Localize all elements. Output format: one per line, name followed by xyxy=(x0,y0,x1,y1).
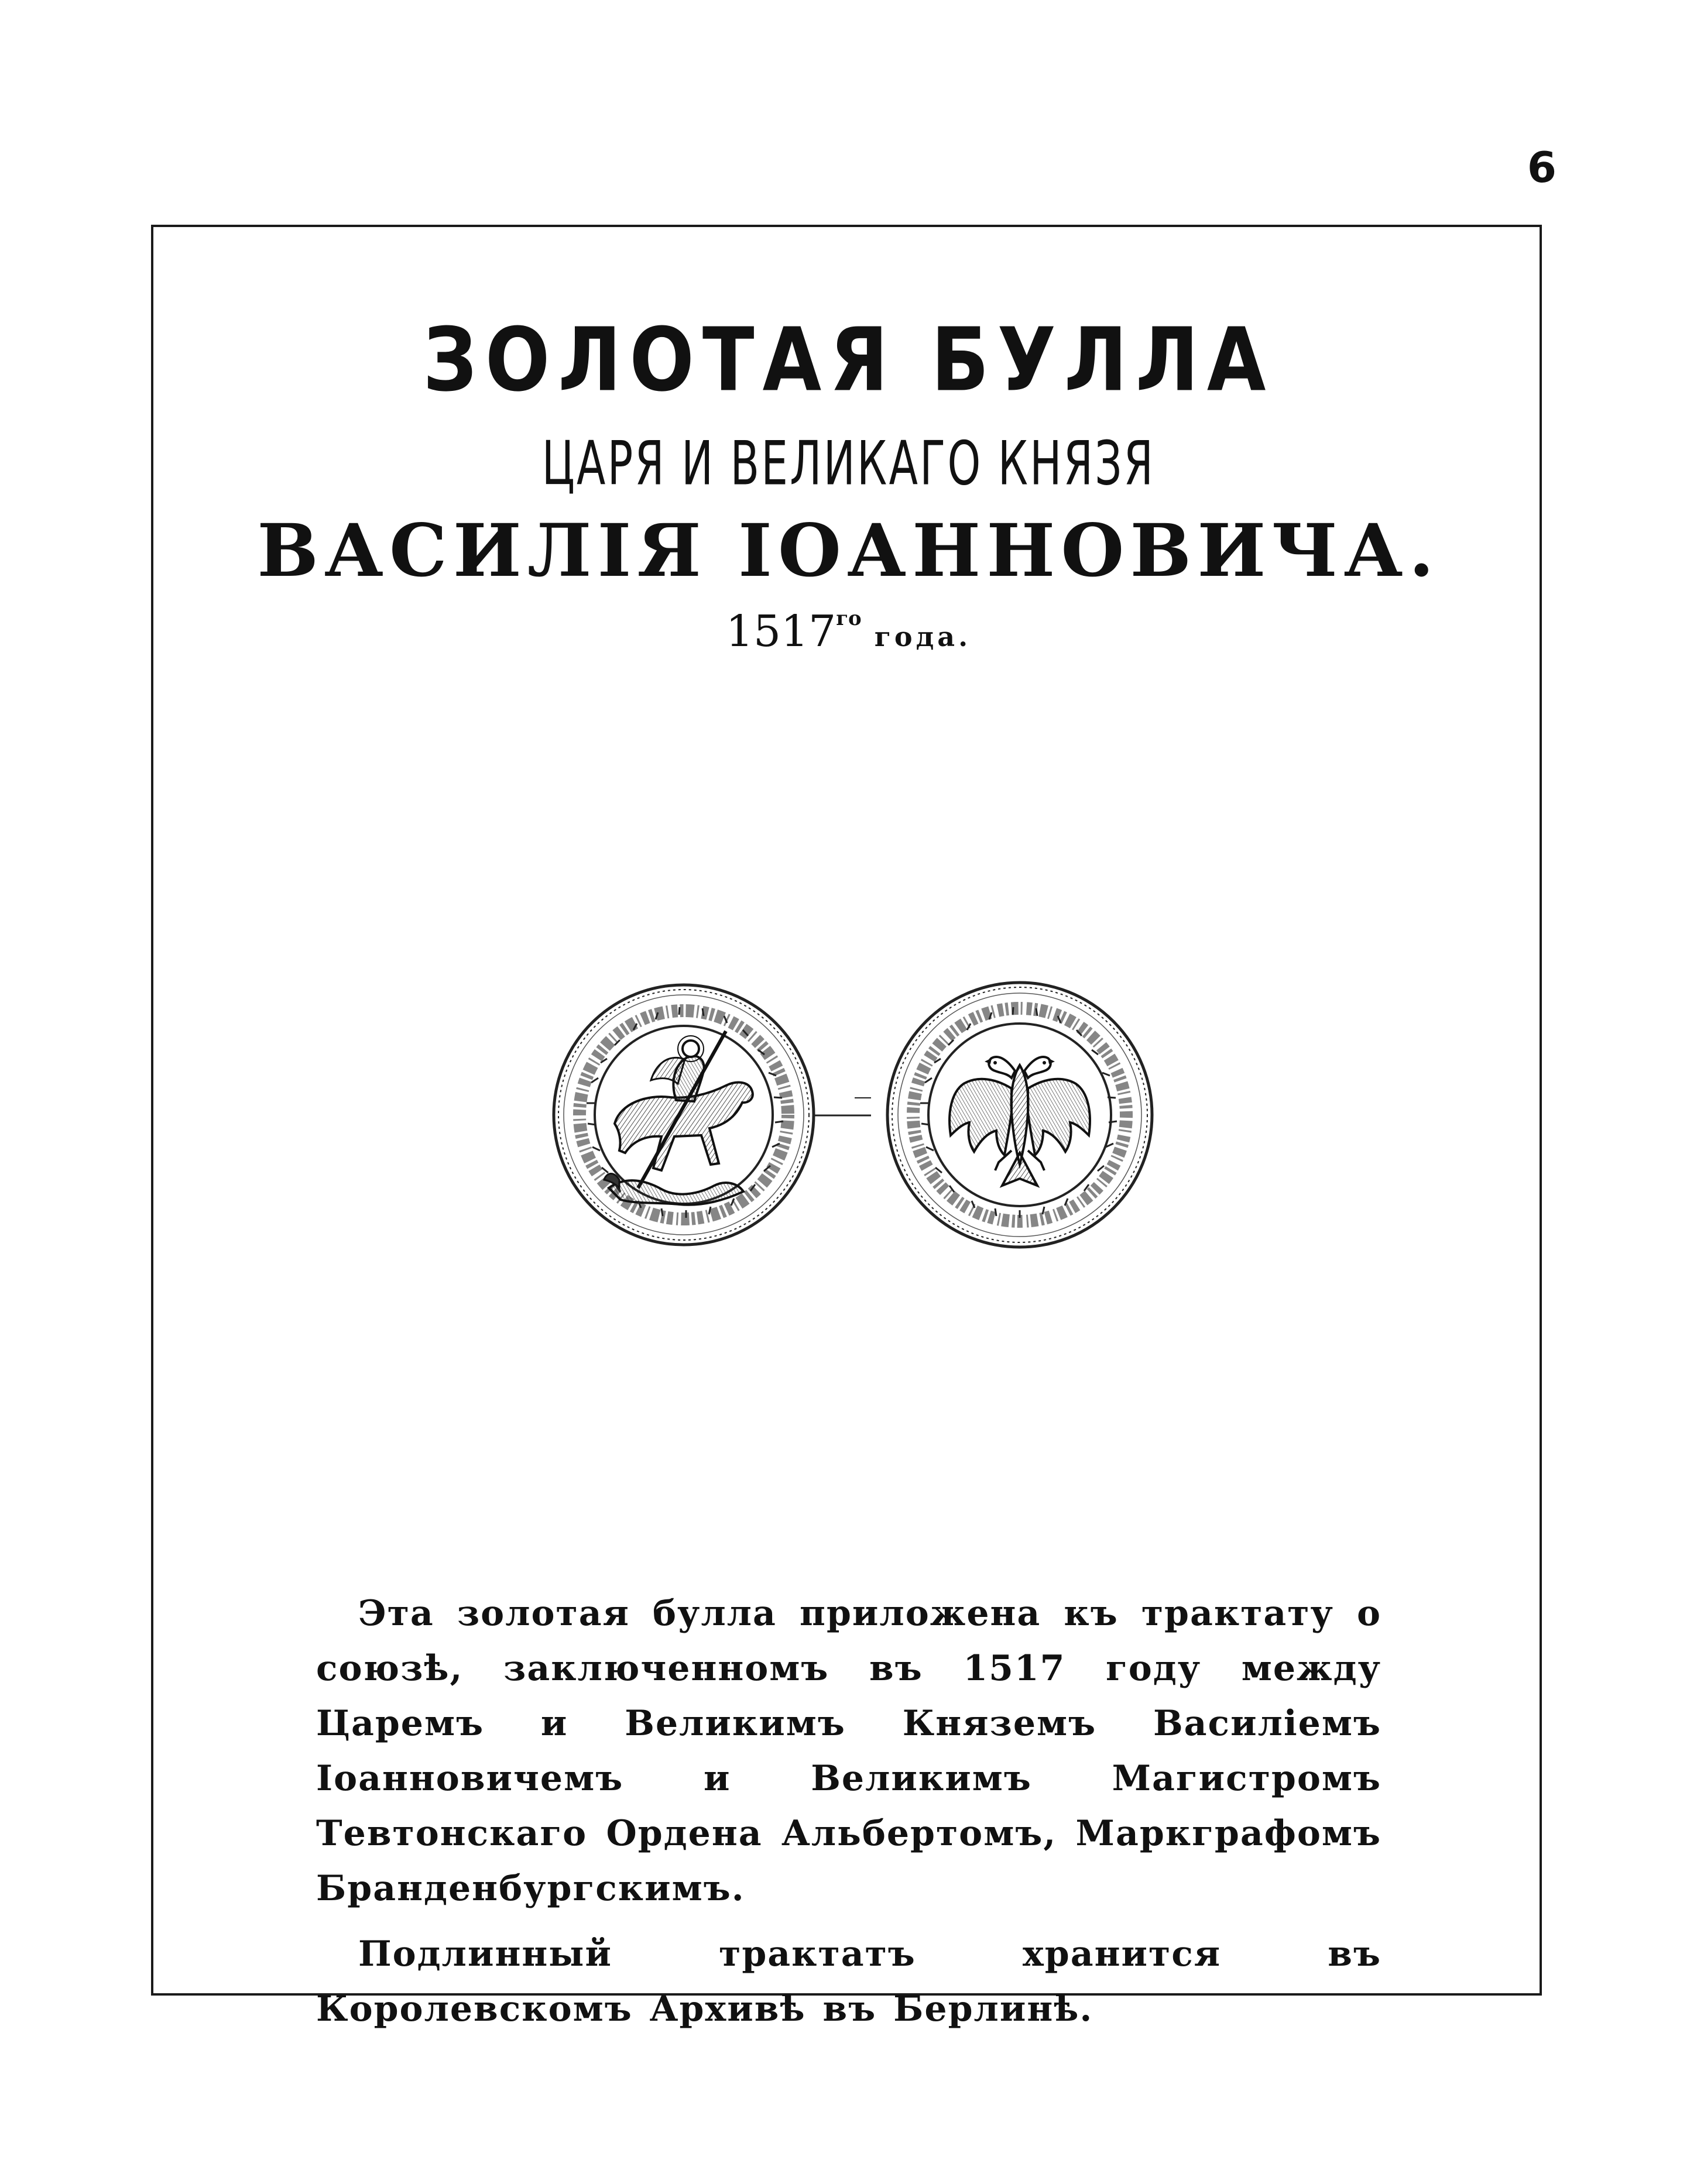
year-suffix: го xyxy=(836,607,862,630)
ruler-name: ВАСИЛІЯ ІОАННОВИЧА. xyxy=(257,509,1440,593)
year-line xyxy=(0,606,1697,657)
paragraph-description: Эта золотая булла приложена къ трактату о союзѣ, заключенномъ въ 1517 году между Царемъ и Великимъ Княземъ Василіемъ Іоанновичемъ и Великимъ Магистромъ Тевтонскаго Ордена Альбертомъ, Маркграфомъ Бранденбургскимъ. xyxy=(316,1593,1381,1909)
page-title: ЗОЛОТАЯ БУЛЛА xyxy=(423,308,1274,411)
paragraph-archive: Подлинный трактатъ хранится въ Королевскомъ Архивѣ въ Берлинѣ. xyxy=(316,1934,1381,2030)
page-subtitle: ЦАРЯ И ВЕЛИКАГО КНЯЗЯ xyxy=(541,427,1156,499)
page-number: 6 xyxy=(1527,143,1557,192)
body-text xyxy=(316,1586,1381,2047)
seal-st-george-icon xyxy=(554,985,814,1245)
golden-bull-illustration xyxy=(550,977,1159,1252)
year-number: 1517 xyxy=(725,606,836,657)
year-word: года. xyxy=(874,621,972,653)
seal-double-headed-eagle-icon xyxy=(887,983,1152,1247)
